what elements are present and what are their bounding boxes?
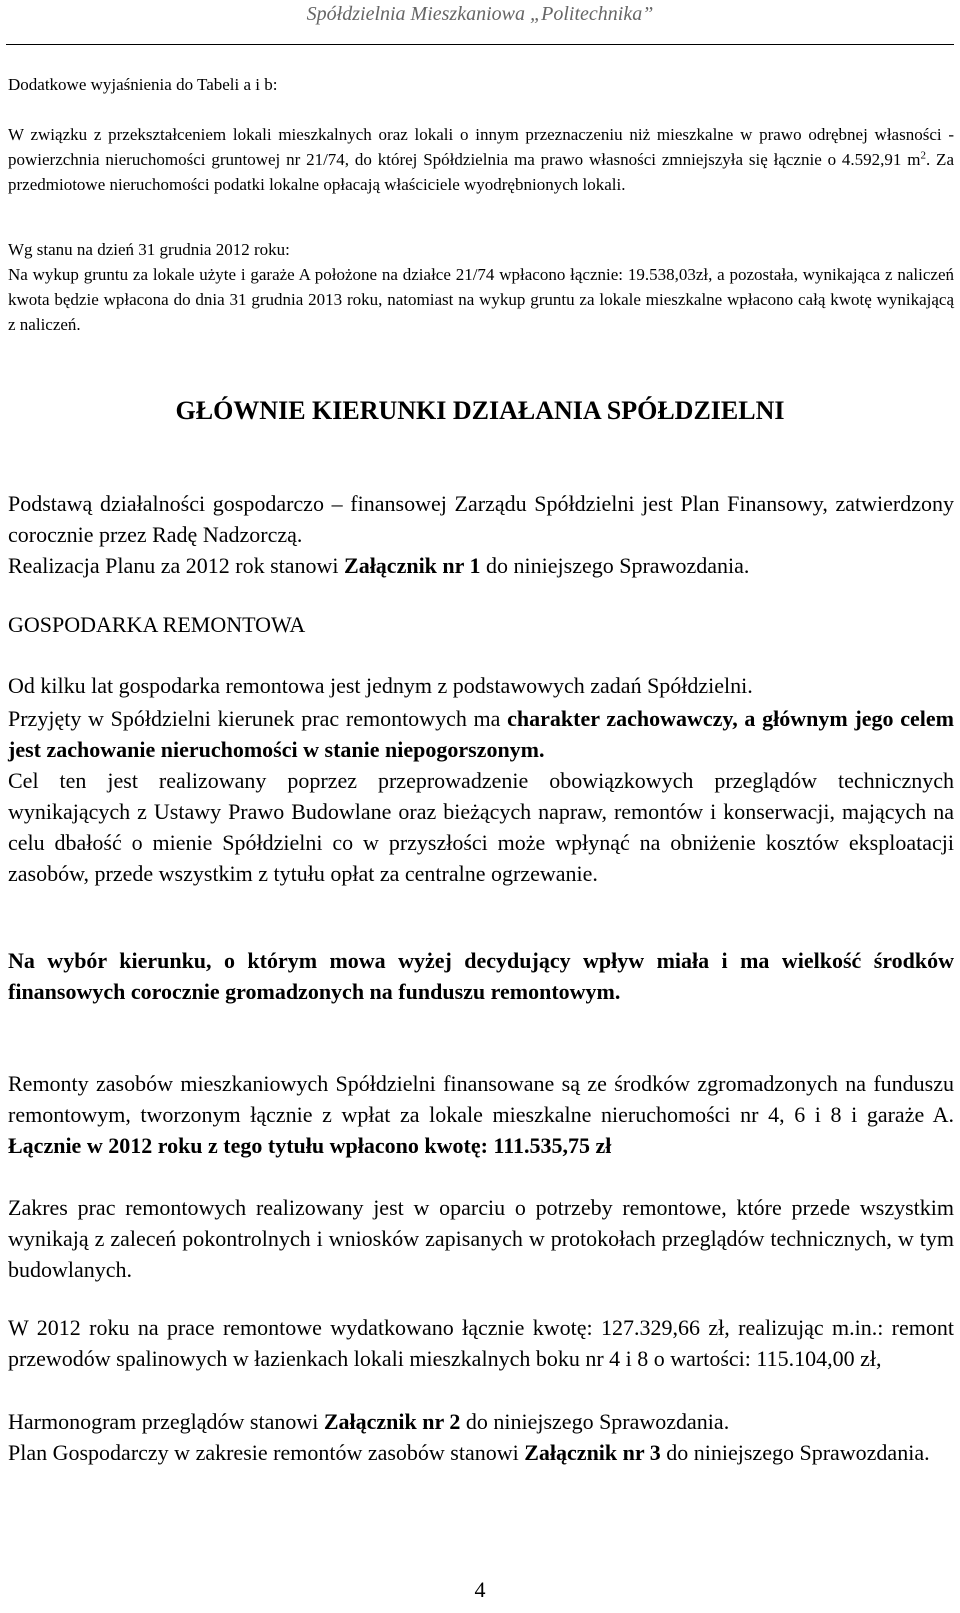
remont-paragraph-2 bbox=[8, 945, 954, 1007]
remont-p2-bold: Na wybór kierunku, o którym mowa wyżej decydujący wpływ miała i ma wielkość środków finansowych corocznie gromadzonych na funduszu remontowym. bbox=[8, 948, 954, 1004]
plan-attachment-text: Realizacja Planu za 2012 rok stanowi bbox=[8, 553, 345, 578]
remont-paragraph-3-rest: Zakres prac remontowych realizowany jest w oparciu o potrzeby remontowe, które przede wszystkim wynikają z zaleceń pokontrolnych i wniosków zapisanych w protokołach przeglądów technicznych, w tym budowlanych. bbox=[8, 1195, 954, 1282]
remont-paragraph-3 bbox=[8, 1068, 954, 1161]
remont-paragraph-1 bbox=[8, 703, 954, 765]
remont-p3-bold: Łącznie w 2012 roku z tego tytułu wpłacono kwotę: 111.535,75 zł bbox=[8, 1133, 612, 1158]
remont-att3-text: Plan Gospodarczy w zakresie remontów zasobów stanowi bbox=[8, 1440, 525, 1465]
explanations-paragraph-2: Na wykup gruntu za lokale użyte i garaże A położone na działce 21/74 wpłacono łącznie: 19.538,03zł, a pozostała, wynikająca z naliczeń kwota będzie wpłacona do dnia 31 grudnia 2013 roku, natomiast na wykup gruntu za lokale mieszkalne wpłacono całą kwotę wynikającą z naliczeń. bbox=[8, 265, 954, 334]
header-divider bbox=[6, 44, 954, 45]
plan-paragraph: Podstawą działalności gospodarczo – finansowej Zarządu Spółdzielni jest Plan Finansowy, zatwierdzony corocznie przez Radę Nadzorczą. bbox=[8, 491, 954, 547]
remont-att2-tail: do niniejszego Sprawozdania. bbox=[460, 1409, 730, 1434]
explanations-date-line: Wg stanu na dzień 31 grudnia 2012 roku: bbox=[8, 240, 290, 259]
remont-p1-bold: charakter zachowawczy, a głównym jego celem jest zachowanie nieruchomości w stanie niepogorszonym. bbox=[8, 706, 954, 762]
attachment-3-label: Załącznik nr 3 bbox=[524, 1440, 661, 1465]
explanations-heading: Dodatkowe wyjaśnienia do Tabeli a i b: bbox=[8, 75, 278, 94]
remont-att2-text: Harmonogram przeglądów stanowi bbox=[8, 1409, 324, 1434]
attachment-1-label: Załącznik nr 1 bbox=[344, 553, 481, 578]
attachment-2-label: Załącznik nr 2 bbox=[323, 1409, 461, 1434]
header-title: Spółdzielnia Mieszkaniowa „Politechnika” bbox=[306, 3, 654, 25]
remont-paragraph-1-rest: Cel ten jest realizowany poprzez przeprowadzenie obowiązkowych przeglądów technicznych wynikających z Ustawy Prawo Budowlane oraz bieżących napraw, remontów i konserwacji, mających na celu dbałość o mienie Spółdzielni co w przyszłości może wpłynąć na obniżenie kosztów eksploatacji zasobów, przede wszystkim z tytułu opłat za centralne ogrzewanie. bbox=[8, 768, 954, 886]
main-heading: GŁÓWNIE KIERUNKI DZIAŁANIA SPÓŁDZIELNI bbox=[175, 396, 785, 425]
remont-att3-tail: do niniejszego Sprawozdania. bbox=[660, 1440, 930, 1465]
remont-p3-text: Remonty zasobów mieszkaniowych Spółdzielni finansowane są ze środków zgromadzonych na funduszu remontowym, tworzonym łącznie z wpłat za lokale mieszkalne nieruchomości nr 4, 6 i 8 i garaże A. bbox=[8, 1071, 954, 1127]
remont-p1-text: Przyjęty w Spółdzielni kierunek prac remontowych ma bbox=[8, 706, 508, 731]
plan-attachment-line bbox=[8, 550, 954, 581]
page-number: 4 bbox=[474, 1577, 486, 1602]
section-heading: GOSPODARKA REMONTOWA bbox=[8, 612, 306, 637]
remont-attachment-3-line bbox=[8, 1437, 954, 1468]
remont-attachment-2-line bbox=[8, 1406, 954, 1437]
superscript-2: 2 bbox=[920, 149, 926, 162]
plan-attachment-tail: do niniejszego Sprawozdania. bbox=[480, 553, 750, 578]
remont-intro-line: Od kilku lat gospodarka remontowa jest jednym z podstawowych zadań Spółdzielni. bbox=[8, 673, 753, 698]
explanations-para1-tail: . Za przedmiotowe nieruchomości podatki lokalne opłacają właściciele wyodrębnionych lokali. bbox=[8, 150, 954, 194]
explanations-paragraph-1 bbox=[8, 122, 954, 197]
explanations-para1-text: W związku z przekształceniem lokali mieszkalnych oraz lokali o innym przeznaczeniu niż mieszkalne w prawo odrębnej własności - powierzchnia nieruchomości gruntowej nr 21/74, do której Spółdzielnia ma prawo własności zmniejszyła się łącznie o 4.592,91 m bbox=[8, 125, 954, 169]
page-header bbox=[0, 0, 960, 45]
remont-paragraph-4: W 2012 roku na prace remontowe wydatkowano łącznie kwotę: 127.329,66 zł, realizując m.in.: remont przewodów spalinowych w łazienkach lokali mieszkalnych boku nr 4 i 8 o wartości: 115.104,00 zł, bbox=[8, 1315, 954, 1371]
